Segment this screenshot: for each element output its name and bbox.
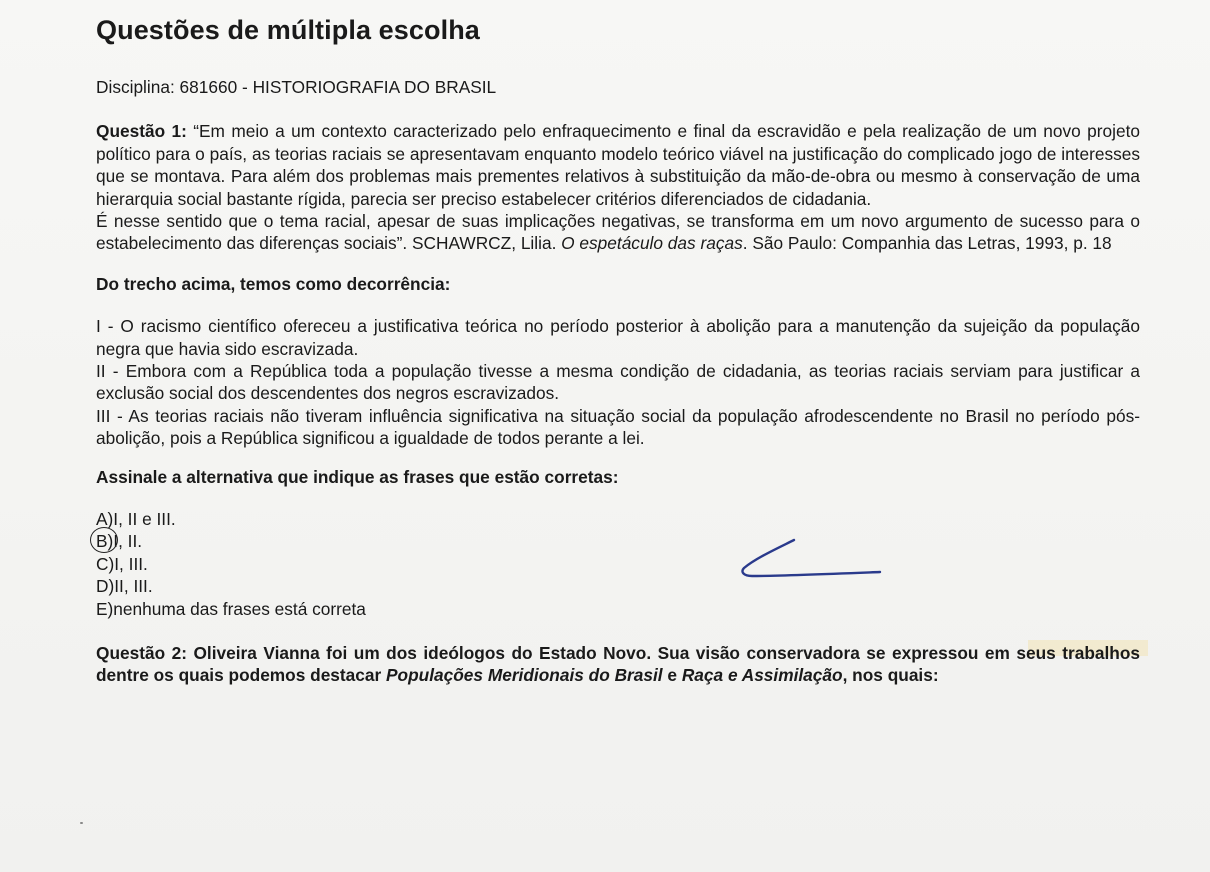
option-b-letter-circled: B) <box>96 531 114 552</box>
question-2-text-1: Oliveira Vianna foi um dos ideólogos do Estado Novo. Sua visão conservadora se expressou em seus trabalhos dentre os quais podemos destacar <box>96 643 1141 686</box>
question-1-citation: . São Paulo: Companhia das Letras, 1993, p. 18 <box>742 233 1112 254</box>
option-e-letter: E) <box>96 598 114 619</box>
option-e[interactable] <box>96 598 1140 620</box>
option-c-letter: C) <box>96 553 115 574</box>
option-b[interactable] <box>96 530 1140 552</box>
question-2-book-2: Raça e Assimilação <box>681 665 843 686</box>
option-a[interactable] <box>96 508 1140 530</box>
question-1-text-2: É nesse sentido que o tema racial, apesar de suas implicações negativas, se transforma em um novo argumento de sucesso para o estabelecimento das diferenças sociais”. SCHAWRCZ, Lilia. <box>96 211 1140 254</box>
question-2 <box>96 642 1140 687</box>
option-c-text: I, III. <box>114 553 148 574</box>
discipline-line: Disciplina: 681660 - HISTORIOGRAFIA DO BRASIL <box>96 77 497 97</box>
pen-checkmark-icon <box>738 536 888 586</box>
statements-list <box>96 315 1140 449</box>
book-title: O espetáculo das raças <box>561 233 743 254</box>
option-d[interactable] <box>96 575 1140 597</box>
question-1-paragraph-1 <box>96 120 1140 210</box>
paper-speck <box>80 822 83 824</box>
question-2-book-1: Populações Meridionais do Brasil <box>386 665 663 686</box>
question-1 <box>96 120 1140 254</box>
option-d-text: II, III. <box>114 576 153 597</box>
page-title: Questões de múltipla escolha <box>96 15 480 45</box>
answer-options <box>96 508 1140 620</box>
option-e-text: nenhuma das frases está correta <box>113 598 366 619</box>
statement-1: I - O racismo científico ofereceu a justificativa teórica no período posterior à abolição para a manutenção da sujeição da população negra que havia sido escravizada. <box>96 316 1140 359</box>
question-1-text-1: “Em meio a um contexto caracterizado pelo enfraquecimento e final da escravidão e pela realização de um novo projeto político para o país, as teorias raciais se apresentavam enquanto modelo teórico viável na justificação do complicado jogo de interesses que se montava. Para além dos problemas mais prementes relativos à substituição da mão-de-obra ou mesmo à conservação de uma hierarquia social bastante rígida, parecia ser preciso estabelecer critérios diferenciados de cidadania. <box>96 121 1140 209</box>
question-2-text-3: , nos quais: <box>842 665 939 686</box>
question-1-paragraph-2 <box>96 210 1140 255</box>
question-1-prompt: Do trecho acima, temos como decorrência: <box>96 273 451 294</box>
option-a-letter: A) <box>96 509 114 530</box>
option-a-text: I, II e III. <box>113 509 176 530</box>
question-1-instruction: Assinale a alternativa que indique as frases que estão corretas: <box>96 466 619 487</box>
question-1-label: Questão 1: <box>96 121 187 142</box>
statement-3: III - As teorias raciais não tiveram influência significativa na situação social da população afrodescendente no Brasil no período pós-abolição, pois a República significou a igualdade de todos perante a lei. <box>96 405 1140 449</box>
document-body <box>96 12 1140 687</box>
question-2-label: Questão 2: <box>96 643 187 664</box>
option-b-text: I, II. <box>113 531 143 552</box>
option-c[interactable] <box>96 553 1140 575</box>
question-2-text-2: e <box>662 665 682 686</box>
statement-2: II - Embora com a República toda a população tivesse a mesma condição de cidadania, as teorias raciais serviam para justificar a exclusão social dos descendentes dos negros escravizados. <box>96 361 1140 404</box>
option-d-letter: D) <box>96 576 115 597</box>
